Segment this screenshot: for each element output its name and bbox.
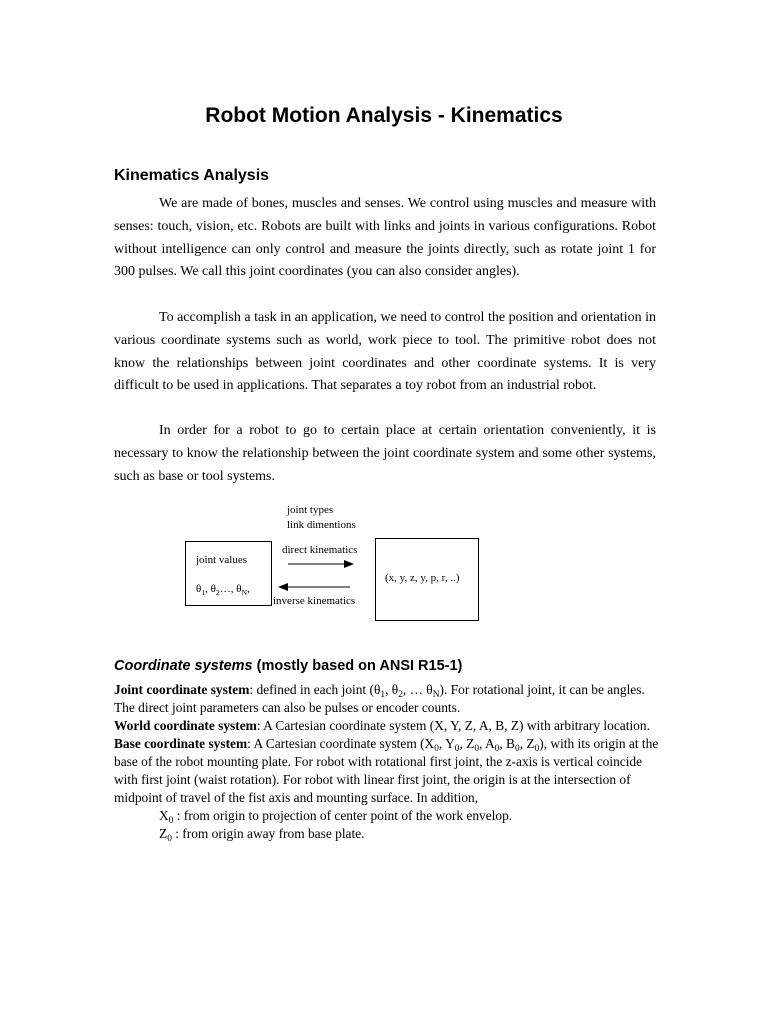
coordinate-systems-italic: Coordinate systems bbox=[114, 658, 253, 674]
paragraph-2: To accomplish a task in an application, we need to control the position and orientation in various coordinate systems such as world, work piece to tool. The primitive robot does not know the relationships between joint coordinates and other coordinate systems. It is very difficult to be used in applications. That separates a toy robot from an industrial robot. bbox=[114, 310, 656, 394]
inverse-arrow bbox=[276, 582, 352, 592]
coordinate-definitions bbox=[114, 681, 659, 843]
base-definition-text-b: ), with its origin at the base of the robot mounting plate. For robot with rotational first joint, the z-axis is vertical coincide with first joint (waist rotation). For robot with linear first joint, the origin is at the intersection of midpoint of travel of the fist axis and mounting surface. In addition, bbox=[114, 736, 659, 805]
base-definition-text-a: : A Cartesian coordinate system (X bbox=[247, 736, 435, 751]
paragraph-3: In order for a robot to go to certain place at certain orientation conveniently, it is necessary to know the relationship between the joint coordinate system and some other systems, such as base or tool systems. bbox=[114, 423, 656, 484]
world-definition-text: : A Cartesian coordinate system (X, Y, Z, A, B, Z) with arbitrary location. bbox=[256, 718, 650, 733]
cartesian-values: (x, y, z, y, p, r, ..) bbox=[385, 572, 460, 584]
direct-kinematics-label: direct kinematics bbox=[282, 544, 358, 556]
section-heading: Kinematics Analysis bbox=[114, 167, 270, 184]
joint-coordinate-term: Joint coordinate system bbox=[114, 682, 250, 697]
joint-types-label: joint types bbox=[287, 504, 334, 516]
x0-definition: $X_0$ : from origin to projection of center point of the work envelop. bbox=[159, 808, 513, 826]
joint-coordinate-definition: Joint coordinate system: defined in each joint ($\theta_1$, $\theta_2$, … $\theta_N$). For rotational joint, it can be angles. The direct joint parameters can also be pulses or encoder counts. bbox=[114, 682, 645, 715]
coordinate-systems-heading bbox=[114, 658, 462, 674]
inverse-kinematics-label: inverse kinematics bbox=[273, 595, 356, 607]
page-title: Robot Motion Analysis - Kinematics bbox=[205, 104, 563, 127]
link-dimensions-label: link dimentions bbox=[287, 519, 356, 531]
joint-values-label: joint values bbox=[196, 554, 248, 566]
forward-arrow bbox=[286, 559, 356, 569]
world-coordinate-definition bbox=[114, 717, 659, 735]
coordinate-systems-subtitle: (mostly based on ANSI R15-1) bbox=[252, 658, 463, 674]
base-coordinate-definition: Base coordinate system: A Cartesian coordinate system ($X_0$, $Y_0$, $Z_0$, $A_0$, $B_0$, $Z_0$), with its origin at the base of the robot mounting plate. For robot with rotational first joint, the z-axis is vertical coincide with first joint (waist rotation). For robot with linear first joint, the origin is at the intersection of midpoint of travel of the fist axis and mounting surface. In addition, bbox=[114, 736, 659, 805]
z0-definition: $Z_0$ : from origin away from base plate. bbox=[159, 826, 365, 844]
world-coordinate-term: World coordinate system bbox=[114, 718, 257, 733]
x0-text: : from origin to projection of center point of the work envelop. bbox=[173, 808, 513, 823]
joint-values-symbols: $\theta_1$, $\theta_2\dots$, $\theta_N$, bbox=[196, 583, 250, 597]
z0-text: : from origin away from base plate. bbox=[171, 826, 365, 841]
joint-definition-text-b: ). For rotational joint, it can be angles. The direct joint parameters can also be pulses or encoder counts. bbox=[114, 682, 645, 715]
joint-values-box bbox=[185, 541, 272, 606]
joint-definition-text-a: : defined in each joint (θ bbox=[249, 682, 381, 697]
cartesian-box bbox=[375, 538, 479, 621]
base-coordinate-term: Base coordinate system bbox=[114, 736, 248, 751]
paragraph-1: We are made of bones, muscles and senses. We control using muscles and measure with senses: touch, vision, etc. Robots are built with links and joints in various configurations. Robot without intelligence can only control and measure the joints directly, such as rotate joint 1 for 300 pulses. We call this joint coordinates (you can also consider angles). bbox=[114, 196, 656, 280]
